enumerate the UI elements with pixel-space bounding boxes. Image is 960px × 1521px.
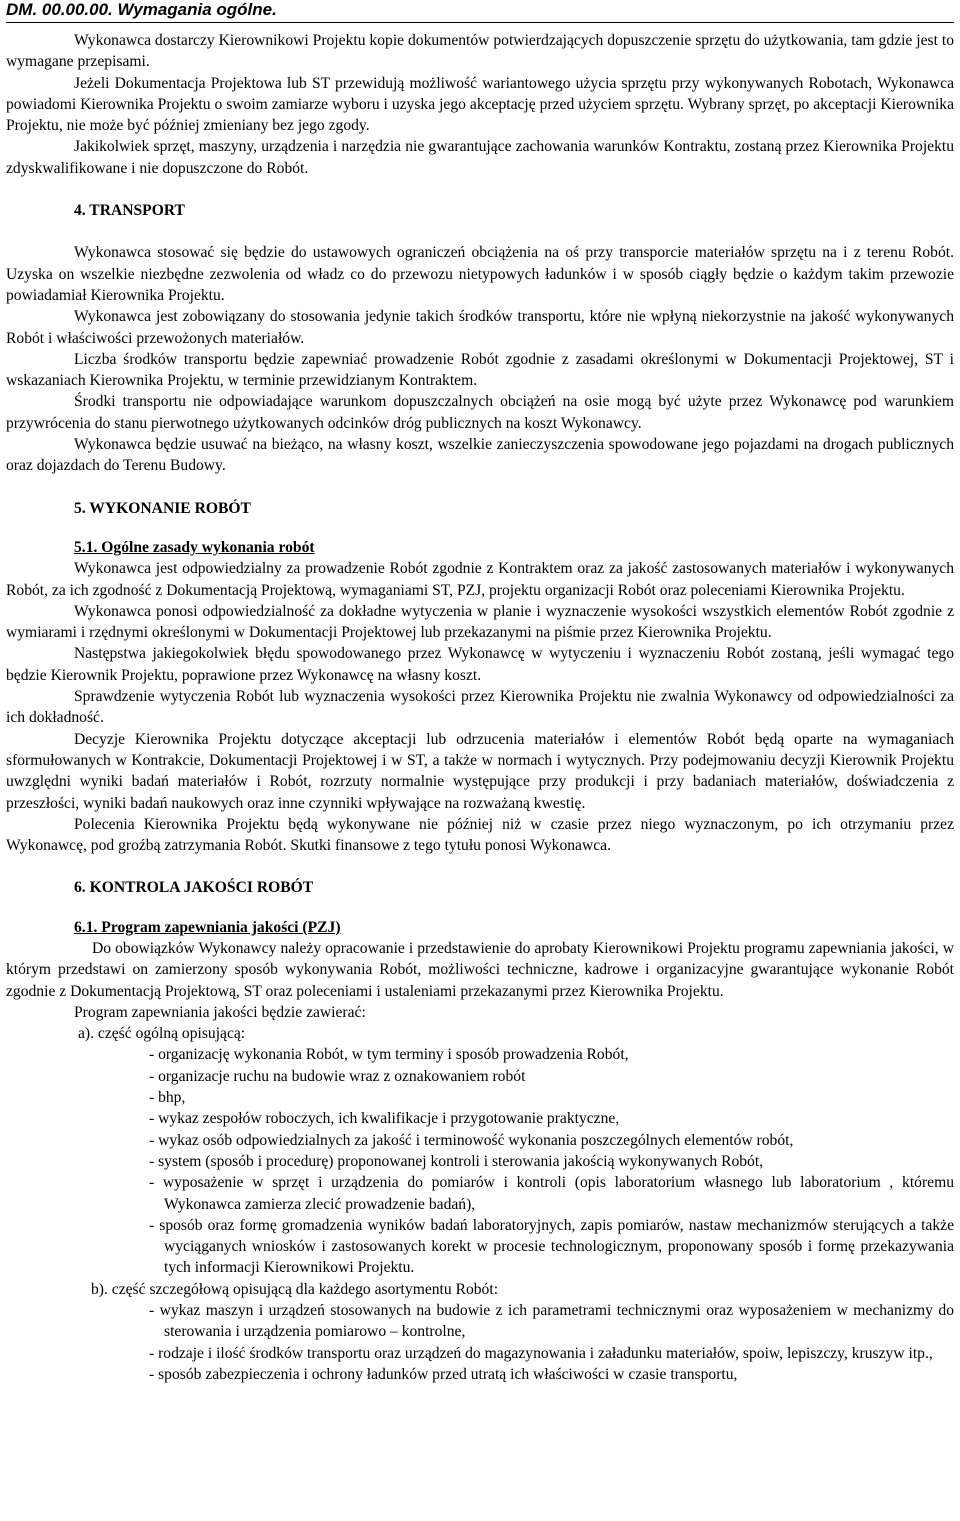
list-item: - system (sposób i procedurę) proponowanej kontroli i sterowania jakością wykonywanych Robót,	[149, 1152, 764, 1170]
paragraph: Jakikolwiek sprzęt, maszyny, urządzenia i narzędzia nie gwarantujące zachowania warunków Kontraktu, zostaną przez Kierownika Projektu zdyskwalifikowane i nie dopuszczone do Robót.	[6, 138, 954, 177]
paragraph: Wykonawca jest odpowiedzialny za prowadzenie Robót zgodnie z Kontraktem oraz za jakość zastosowanych materiałów i wykonywanych Robót, za ich zgodność z Dokumentacją Projektową, wymaganiami ST, PZJ, projektu organizacji Robót oraz poleceniami Kierownika Projektu.	[6, 560, 954, 599]
list-item: - wykaz maszyn i urządzeń stosowanych na budowie z ich parametrami technicznymi oraz wyposażeniem w mechanizmy do sterowania i urządzenia pomiarowo – kontrolne,	[149, 1302, 954, 1341]
paragraph: Środki transportu nie odpowiadające warunkom dopuszczalnych obciążeń na osie mogą być użyte przez Wykonawcę pod warunkiem przywrócenia do stanu pierwotnego użytkowanych odcinków dróg publicznych na koszt Wykonawcy.	[6, 393, 954, 432]
page-header: DM. 00.00.00. Wymagania ogólne.	[6, 0, 954, 23]
paragraph: Wykonawca dostarczy Kierownikowi Projektu kopie dokumentów potwierdzających dopuszczenie sprzętu do użytkowania, tam gdzie jest to wymagane przepisami.	[6, 32, 954, 71]
list-item: - wykaz zespołów roboczych, ich kwalifikacje i przygotowanie praktyczne,	[149, 1110, 620, 1128]
subsection-heading: 6.1. Program zapewniania jakości (PZJ)	[74, 918, 341, 936]
list-item: - sposób oraz formę gromadzenia wyników badań laboratoryjnych, zapis pomiarów, nastaw mechanizmów sterujących a także wyciąganych wniosków i zastosowanych korekt w procesie technologicznym, proponowany sposób i formę przekazywania tych informacji Kierownikowi Projektu.	[149, 1216, 954, 1277]
paragraph: Wykonawca ponosi odpowiedzialność za dokładne wytyczenia w planie i wyznaczenie wysokości wszystkich elementów Robót zgodnie z wymiarami i rzędnymi określonymi w Dokumentacji Projektowej lub przekazanymi na piśmie przez Kierownika Projektu.	[6, 602, 954, 642]
list-item: - wyposażenie w sprzęt i urządzenia do pomiarów i kontroli (opis laboratorium własnego lub laboratorium , któremu Wykonawca zamierza zlecić prowadzenie badań),	[149, 1174, 954, 1213]
list-item: - wykaz osób odpowiedzialnych za jakość i terminowość wykonania poszczególnych elementów robót,	[149, 1131, 794, 1149]
list-item: - sposób zabezpieczenia i ochrony ładunków przed utratą ich właściwości w czasie transportu,	[149, 1365, 738, 1383]
paragraph: Jeżeli Dokumentacja Projektowa lub ST przewidują możliwość wariantowego użycia sprzętu przy wykonywanych Robotach, Wykonawca powiadomi Kierownika Projektu o swoim zamiarze wyboru i uzyska jego akceptację przed użyciem sprzętu. Wybrany sprzęt, po akceptacji Kierownika Projektu, nie może być później zmieniany bez jego zgody.	[6, 74, 954, 135]
list-item: - rodzaje i ilość środków transportu oraz urządzeń do magazynowania i załadunku materiałów, spoiw, lepiszczy, kruszyw itp.,	[149, 1344, 933, 1362]
section-heading: 5. WYKONANIE ROBÓT	[74, 499, 251, 517]
subsection-heading: 5.1. Ogólne zasady wykonania robót	[74, 538, 315, 556]
list-item: - bhp,	[149, 1089, 186, 1107]
list-label: a). część ogólną opisującą:	[78, 1025, 246, 1043]
section-heading: 6. KONTROLA JAKOŚCI ROBÓT	[74, 879, 314, 897]
document-body	[6, 30, 954, 1385]
paragraph: Sprawdzenie wytyczenia Robót lub wyznaczenia wysokości przez Kierownika Projektu nie zwalnia Wykonawcy od odpowiedzialności za ich dokładność.	[6, 688, 954, 727]
paragraph: Polecenia Kierownika Projektu będą wykonywane nie później niż w czasie przez niego wyznaczonym, po ich otrzymaniu przez Wykonawcę, pod groźbą zatrzymania Robót. Skutki finansowe z tego tytułu ponosi Wykonawca.	[6, 815, 954, 855]
list-item: - organizacje ruchu na budowie wraz z oznakowaniem robót	[149, 1067, 526, 1085]
paragraph: Wykonawca jest zobowiązany do stosowania jedynie takich środków transportu, które nie wpłyną niekorzystnie na jakość wykonywanych Robót i właściwości przewożonych materiałów.	[6, 308, 954, 347]
paragraph: Decyzje Kierownika Projektu dotyczące akceptacji lub odrzucenia materiałów i elementów Robót będą oparte na wymaganiach sformułowanych w Kontrakcie, Dokumentacji Projektowej i w ST, a także w normach i wytycznych. Przy podejmowaniu decyzji Kierownik Projektu uwzględni wyniki badań materiałów i Robót, rozrzuty normalnie występujące przy produkcji i przy badaniach materiałów, doświadczenia z przeszłości, wyniki badań naukowych oraz inne czynniki wpływające na rozważaną kwestię.	[6, 730, 954, 812]
paragraph: Następstwa jakiegokolwiek błędu spowodowanego przez Wykonawcę w wytyczeniu i wyznaczeniu Robót zostaną, jeśli wymagać tego będzie Kierownik Projektu, poprawione przez Wykonawcę na własny koszt.	[6, 645, 954, 684]
paragraph: Do obowiązków Wykonawcy należy opracowanie i przedstawienie do aprobaty Kierownikowi Projektu programu zapewniania jakości, w którym przedstawi on zamierzony sposób wykonywania Robót, możliwości techniczne, kadrowe i organizacyjne gwarantujące wykonanie Robót zgodnie z Dokumentacją Projektową, ST oraz poleceniami i ustaleniami przekazanymi przez Kierownika Projektu.	[6, 939, 954, 1000]
paragraph: Liczba środków transportu będzie zapewniać prowadzenie Robót zgodnie z zasadami określonymi w Dokumentacji Projektowej, ST i wskazaniach Kierownika Projektu, w terminie przewidzianym Kontraktem.	[6, 350, 954, 390]
paragraph: Wykonawca będzie usuwać na bieżąco, na własny koszt, wszelkie zanieczyszczenia spowodowane jego pojazdami na drogach publicznych oraz dojazdach do Terenu Budowy.	[6, 436, 954, 475]
section-heading: 4. TRANSPORT	[74, 202, 185, 220]
paragraph: Program zapewniania jakości będzie zawierać:	[74, 1003, 366, 1021]
paragraph: Wykonawca stosować się będzie do ustawowych ograniczeń obciążenia na oś przy transporcie materiałów sprzętu na i z terenu Robót. Uzyska on wszelkie niezbędne zezwolenia od władz co do przewozu nietypowych ładunków i w sposób ciągły będzie o każdym takim przewozie powiadamiał Kierownika Projektu.	[6, 244, 954, 304]
list-label: b). część szczegółową opisującą dla każdego asortymentu Robót:	[91, 1280, 499, 1298]
list-item: - organizację wykonania Robót, w tym terminy i sposób prowadzenia Robót,	[149, 1046, 629, 1064]
